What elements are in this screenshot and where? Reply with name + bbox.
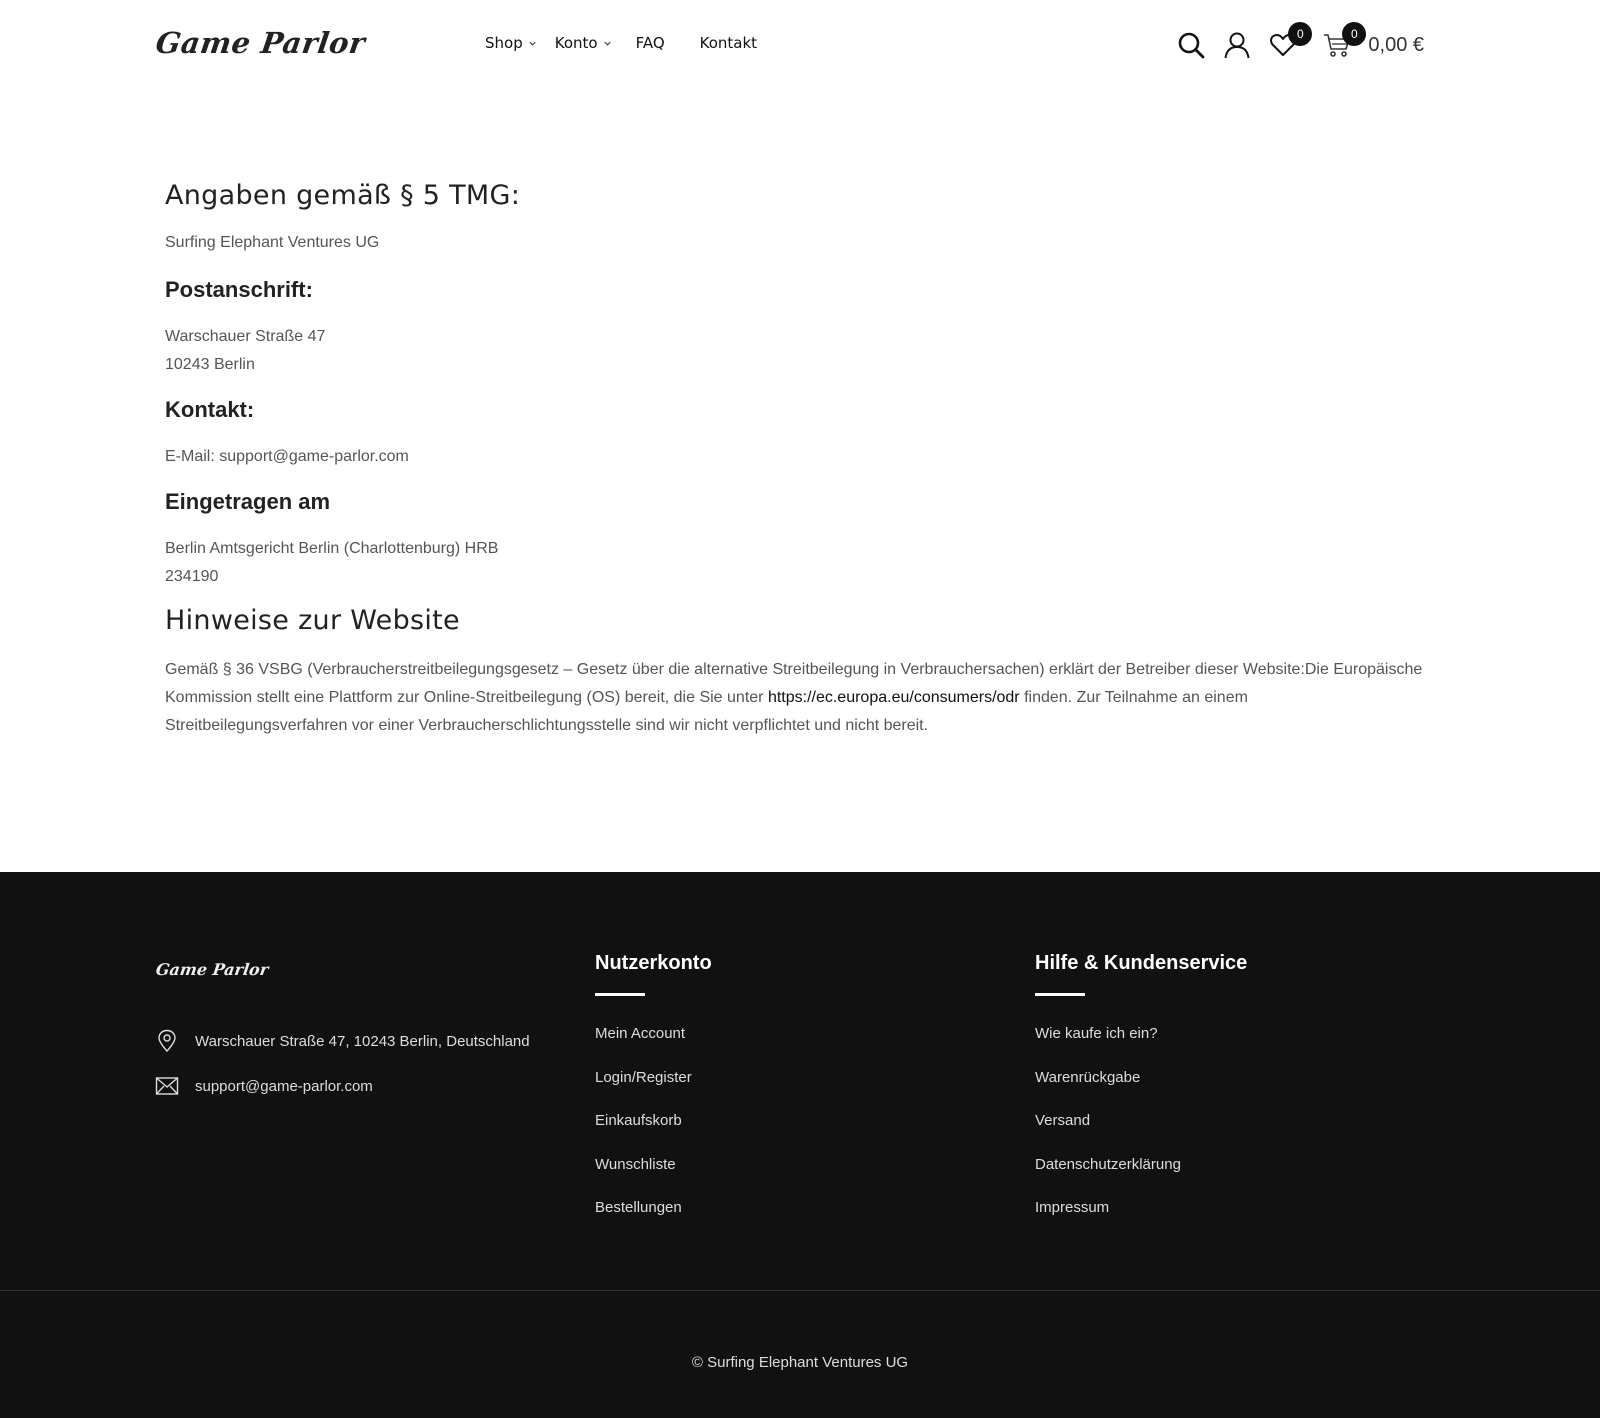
nav-item-faq[interactable] [636, 34, 665, 52]
kontakt-heading: Kontakt: [165, 397, 255, 422]
site-header [0, 0, 1600, 92]
nav-item-kontakt[interactable] [700, 34, 757, 52]
register-line-2: 234190 [165, 568, 219, 585]
user-icon [1223, 31, 1251, 59]
page-title: Angaben gemäß § 5 TMG: [165, 180, 521, 211]
footer-col-title: Nutzerkonto [595, 952, 712, 974]
footer-address [155, 1029, 530, 1053]
chevron-down-icon [603, 39, 612, 48]
hinweise-text [165, 656, 1425, 740]
hinweise-text-end: finden. Zur Teilnahme an einem Streitbeilegungsverfahren vor einer Verbraucherschlichtungsstelle sind wir nicht verpflichtet und nicht bereit. [165, 689, 1248, 734]
footer-email-text: support@game-parlor.com [195, 1077, 373, 1095]
cart-button[interactable] [1322, 27, 1358, 62]
address-line-2: 10243 Berlin [165, 356, 255, 373]
footer-divider [0, 1290, 1600, 1291]
register-line-1: Berlin Amtsgericht Berlin (Charlottenburg) HRB [165, 540, 499, 557]
impressum-content [165, 170, 1425, 740]
footer-link-wie-kaufe-ich-ein[interactable]: Wie kaufe ich ein? [1035, 1025, 1158, 1042]
footer-link-login-register[interactable]: Login/Register [595, 1068, 692, 1086]
footer-col-title: Hilfe & Kundenservice [1035, 952, 1248, 974]
footer-link-datenschutz[interactable]: Datenschutzerklärung [1035, 1155, 1181, 1173]
hinweise-text-start: Gemäß § 36 VSBG (Verbraucherstreitbeilegungsgesetz – Gesetz über die alternative Streitbeilegung in Verbrauchersachen) erklärt der Betreiber dieser Website:Die Europäische Kommission stellt eine Plattform zur Online-Streitbeilegung (OS) bereit, die Sie unter [165, 661, 1423, 706]
footer-email[interactable] [155, 1074, 373, 1098]
search-icon [1177, 31, 1205, 59]
nav-item-label: Kontakt [699, 34, 758, 52]
odr-link[interactable]: https://ec.europa.eu/consumers/odr [767, 689, 1020, 706]
cart-count-badge: 0 [1342, 22, 1366, 46]
wishlist-count-badge: 0 [1288, 22, 1312, 46]
nav-item-label: Konto [554, 34, 598, 52]
eingetragen-heading: Eingetragen am [165, 489, 331, 514]
chevron-down-icon [528, 39, 537, 48]
site-footer [0, 872, 1600, 1418]
wishlist-button[interactable] [1268, 27, 1304, 62]
footer-link-wunschliste[interactable]: Wunschliste [595, 1155, 676, 1173]
nav-item-shop[interactable] [485, 34, 537, 52]
hinweise-heading: Hinweise zur Website [165, 605, 460, 636]
footer-link-impressum[interactable]: Impressum [1035, 1199, 1110, 1216]
footer-address-text: Warschauer Straße 47, 10243 Berlin, Deutschland [195, 1032, 530, 1050]
main-nav [485, 34, 757, 52]
footer-link-warenrueckgabe[interactable]: Warenrückgabe [1035, 1068, 1141, 1086]
footer-link-einkaufskorb[interactable]: Einkaufskorb [595, 1112, 682, 1129]
title-underline [595, 993, 645, 996]
company-name: Surfing Elephant Ventures UG [165, 234, 380, 251]
footer-link-bestellungen[interactable]: Bestellungen [595, 1199, 682, 1216]
nav-item-label: FAQ [635, 34, 665, 52]
copyright: © Surfing Elephant Ventures UG [691, 1354, 909, 1371]
footer-col-help [1035, 952, 1247, 1230]
search-button[interactable] [1176, 28, 1206, 62]
postanschrift-heading: Postanschrift: [165, 277, 313, 302]
envelope-icon [155, 1074, 179, 1098]
address-line-1: Warschauer Straße 47 [165, 328, 326, 345]
cart-total[interactable]: 0,00 € [1368, 33, 1424, 56]
nav-item-konto[interactable] [555, 34, 612, 52]
footer-logo[interactable]: Game Parlor [154, 960, 270, 979]
footer-link-mein-account[interactable]: Mein Account [595, 1025, 686, 1042]
nav-item-label: Shop [485, 34, 523, 52]
header-actions [1176, 28, 1424, 62]
map-pin-icon [155, 1029, 179, 1053]
title-underline [1035, 993, 1085, 996]
site-logo[interactable]: Game Parlor [153, 26, 368, 60]
account-button[interactable] [1222, 28, 1252, 62]
email-line: E-Mail: support@game-parlor.com [165, 448, 409, 465]
footer-col-account [595, 952, 712, 1230]
footer-link-versand[interactable]: Versand [1035, 1112, 1091, 1129]
